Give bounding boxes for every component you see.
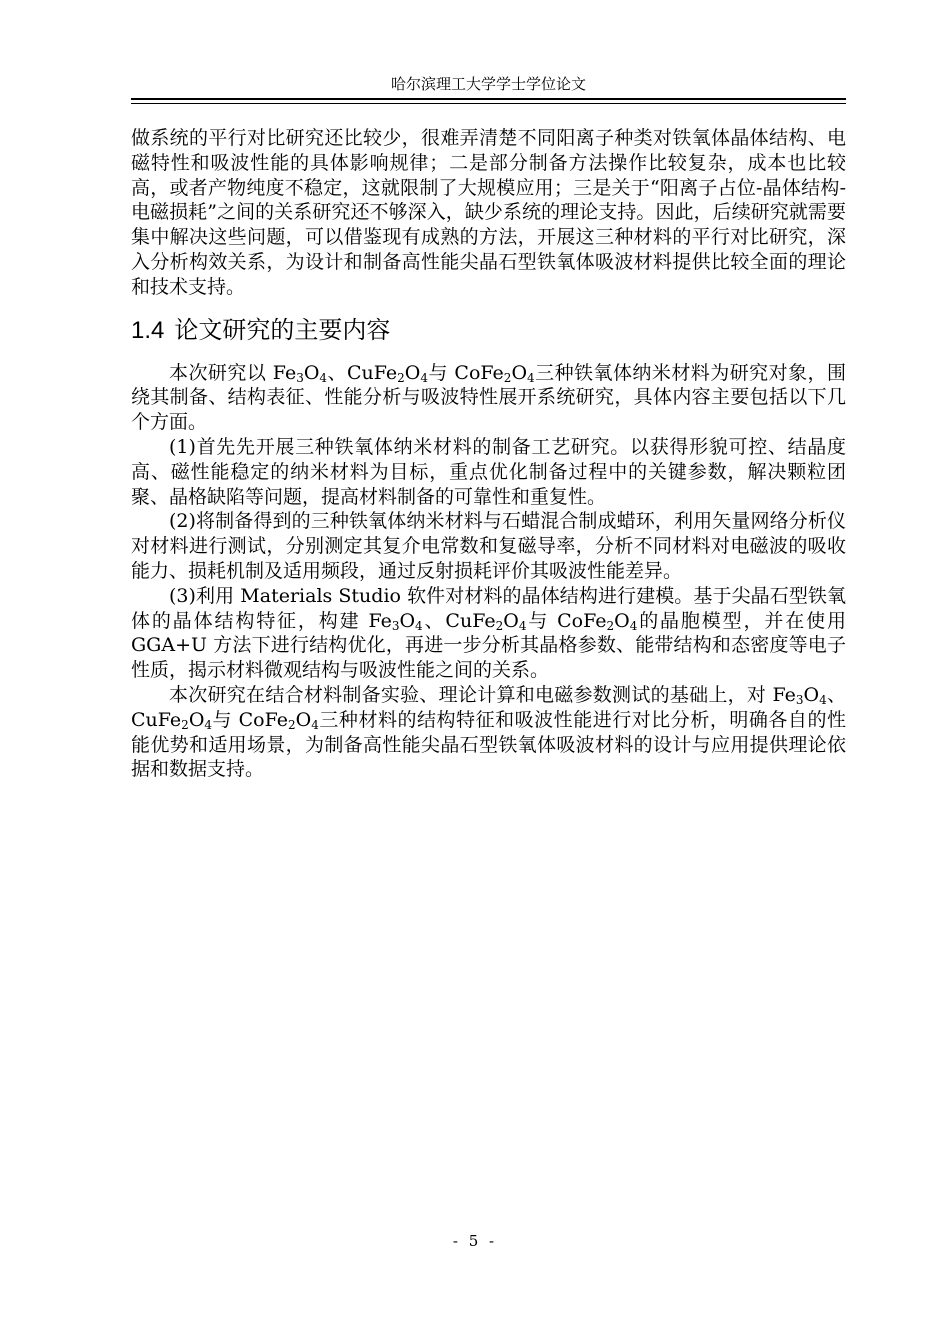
section-title: 论文研究的主要内容 xyxy=(174,315,391,344)
formula-cufe2o4: $CuFe_2O_4$ xyxy=(346,361,428,385)
text-fragment: 、 xyxy=(422,609,446,632)
text-fragment: 三种材料的结构特征和吸波性能进行对比分析，明确各自的性能优势和适用场景，为制备高性能尖晶石型铁氧体吸波材料的设计与应用提供理论依据和数据支持。 xyxy=(131,708,846,781)
text-fragment: 与 xyxy=(428,361,455,384)
section-number: 1.4 xyxy=(131,316,165,344)
formula-fe3o4: $Fe_3O_4$ xyxy=(772,683,827,707)
formula-fe3o4: $Fe_3O_4$ xyxy=(272,361,328,385)
paragraph-overview xyxy=(131,361,846,435)
text-fragment: 与 xyxy=(526,609,558,632)
formula-cufe2o4: $CuFe_2O_4$ xyxy=(445,609,527,633)
intro-paragraph: 做系统的平行对比研究还比较少，很难弄清楚不同阳离子种类对铁氧体晶体结构、电磁特性和吸波性能的具体影响规律；二是部分制备方法操作比较复杂，成本也比较高，或者产物纯度不稳定，这就限制了大规模应用；三是关于“阳离子占位-晶体结构-电磁损耗”之间的关系研究还不够深入，缺少系统的理论支持。因此，后续研究就需要集中解决这些问题，可以借鉴现有成熟的方法，开展这三种材料的平行对比研究，深入分析构效关系，为设计和制备高性能尖晶石型铁氧体吸波材料提供比较全面的理论和技术支持。 xyxy=(131,127,846,298)
text-fragment: 三种铁氧体纳米材料为研究对象，围绕其制备、结构表征、性能分析与吸波特性展开系统研究，具体内容主要包括以下几个方面。 xyxy=(131,361,846,434)
page-body xyxy=(131,126,846,782)
paragraph-item-2: (2)将制备得到的三种铁氧体纳米材料与石蜡混合制成蜡环，利用矢量网络分析仪对材料进行测试，分别测定其复介电常数和复磁导率，分析不同材料对电磁波的吸收能力、损耗机制及适用频段，通过反射损耗评价其吸波性能差异。 xyxy=(131,510,846,582)
paragraph-item-1: (1)首先先开展三种铁氧体纳米材料的制备工艺研究。以获得形貌可控、结晶度高、磁性能稳定的纳米材料为目标，重点优化制备过程中的关键参数，解决颗粒团聚、晶格缺陷等问题，提高材料制备的可靠性和重复性。 xyxy=(131,435,846,508)
formula-fe3o4: $Fe_3O_4$ xyxy=(368,609,423,633)
text-fragment: 与 xyxy=(212,708,239,731)
text-fragment: 本次研究以 xyxy=(169,361,273,384)
formula-cufe2o4: $CuFe_2O_4$ xyxy=(131,708,213,732)
paragraph-item-3 xyxy=(131,584,846,683)
text-fragment: (3)利用 Materials Studio 软件对材料的晶体结构进行建模。基于尖晶石型铁氧体的晶体结构特征，构建 xyxy=(131,584,846,632)
section-heading xyxy=(131,312,846,349)
paragraph-summary xyxy=(131,683,846,782)
text-fragment: 本次研究在结合材料制备实验、理论计算和电磁参数测试的基础上，对 xyxy=(169,683,773,706)
text-fragment: 、 xyxy=(327,361,347,384)
page-number: - 5 - xyxy=(452,1232,498,1250)
running-header: 哈尔滨理工大学学士学位论文 xyxy=(390,75,586,93)
formula-cofe2o4: $CoFe_2O_4$ xyxy=(557,609,638,633)
header-rule-thick xyxy=(131,98,846,100)
formula-cofe2o4: $CoFe_2O_4$ xyxy=(238,708,319,732)
text-fragment: 的晶胞模型，并在使用 GGA+U 方法下进行结构优化，再进一步分析其晶格参数、能带结构和态密度等电子性质，揭示材料微观结构与吸波性能之间的关系。 xyxy=(131,609,846,682)
header-rule-thin xyxy=(131,103,846,104)
text-fragment: 、 xyxy=(826,683,846,706)
formula-cofe2o4: $CoFe_2O_4$ xyxy=(454,361,535,385)
